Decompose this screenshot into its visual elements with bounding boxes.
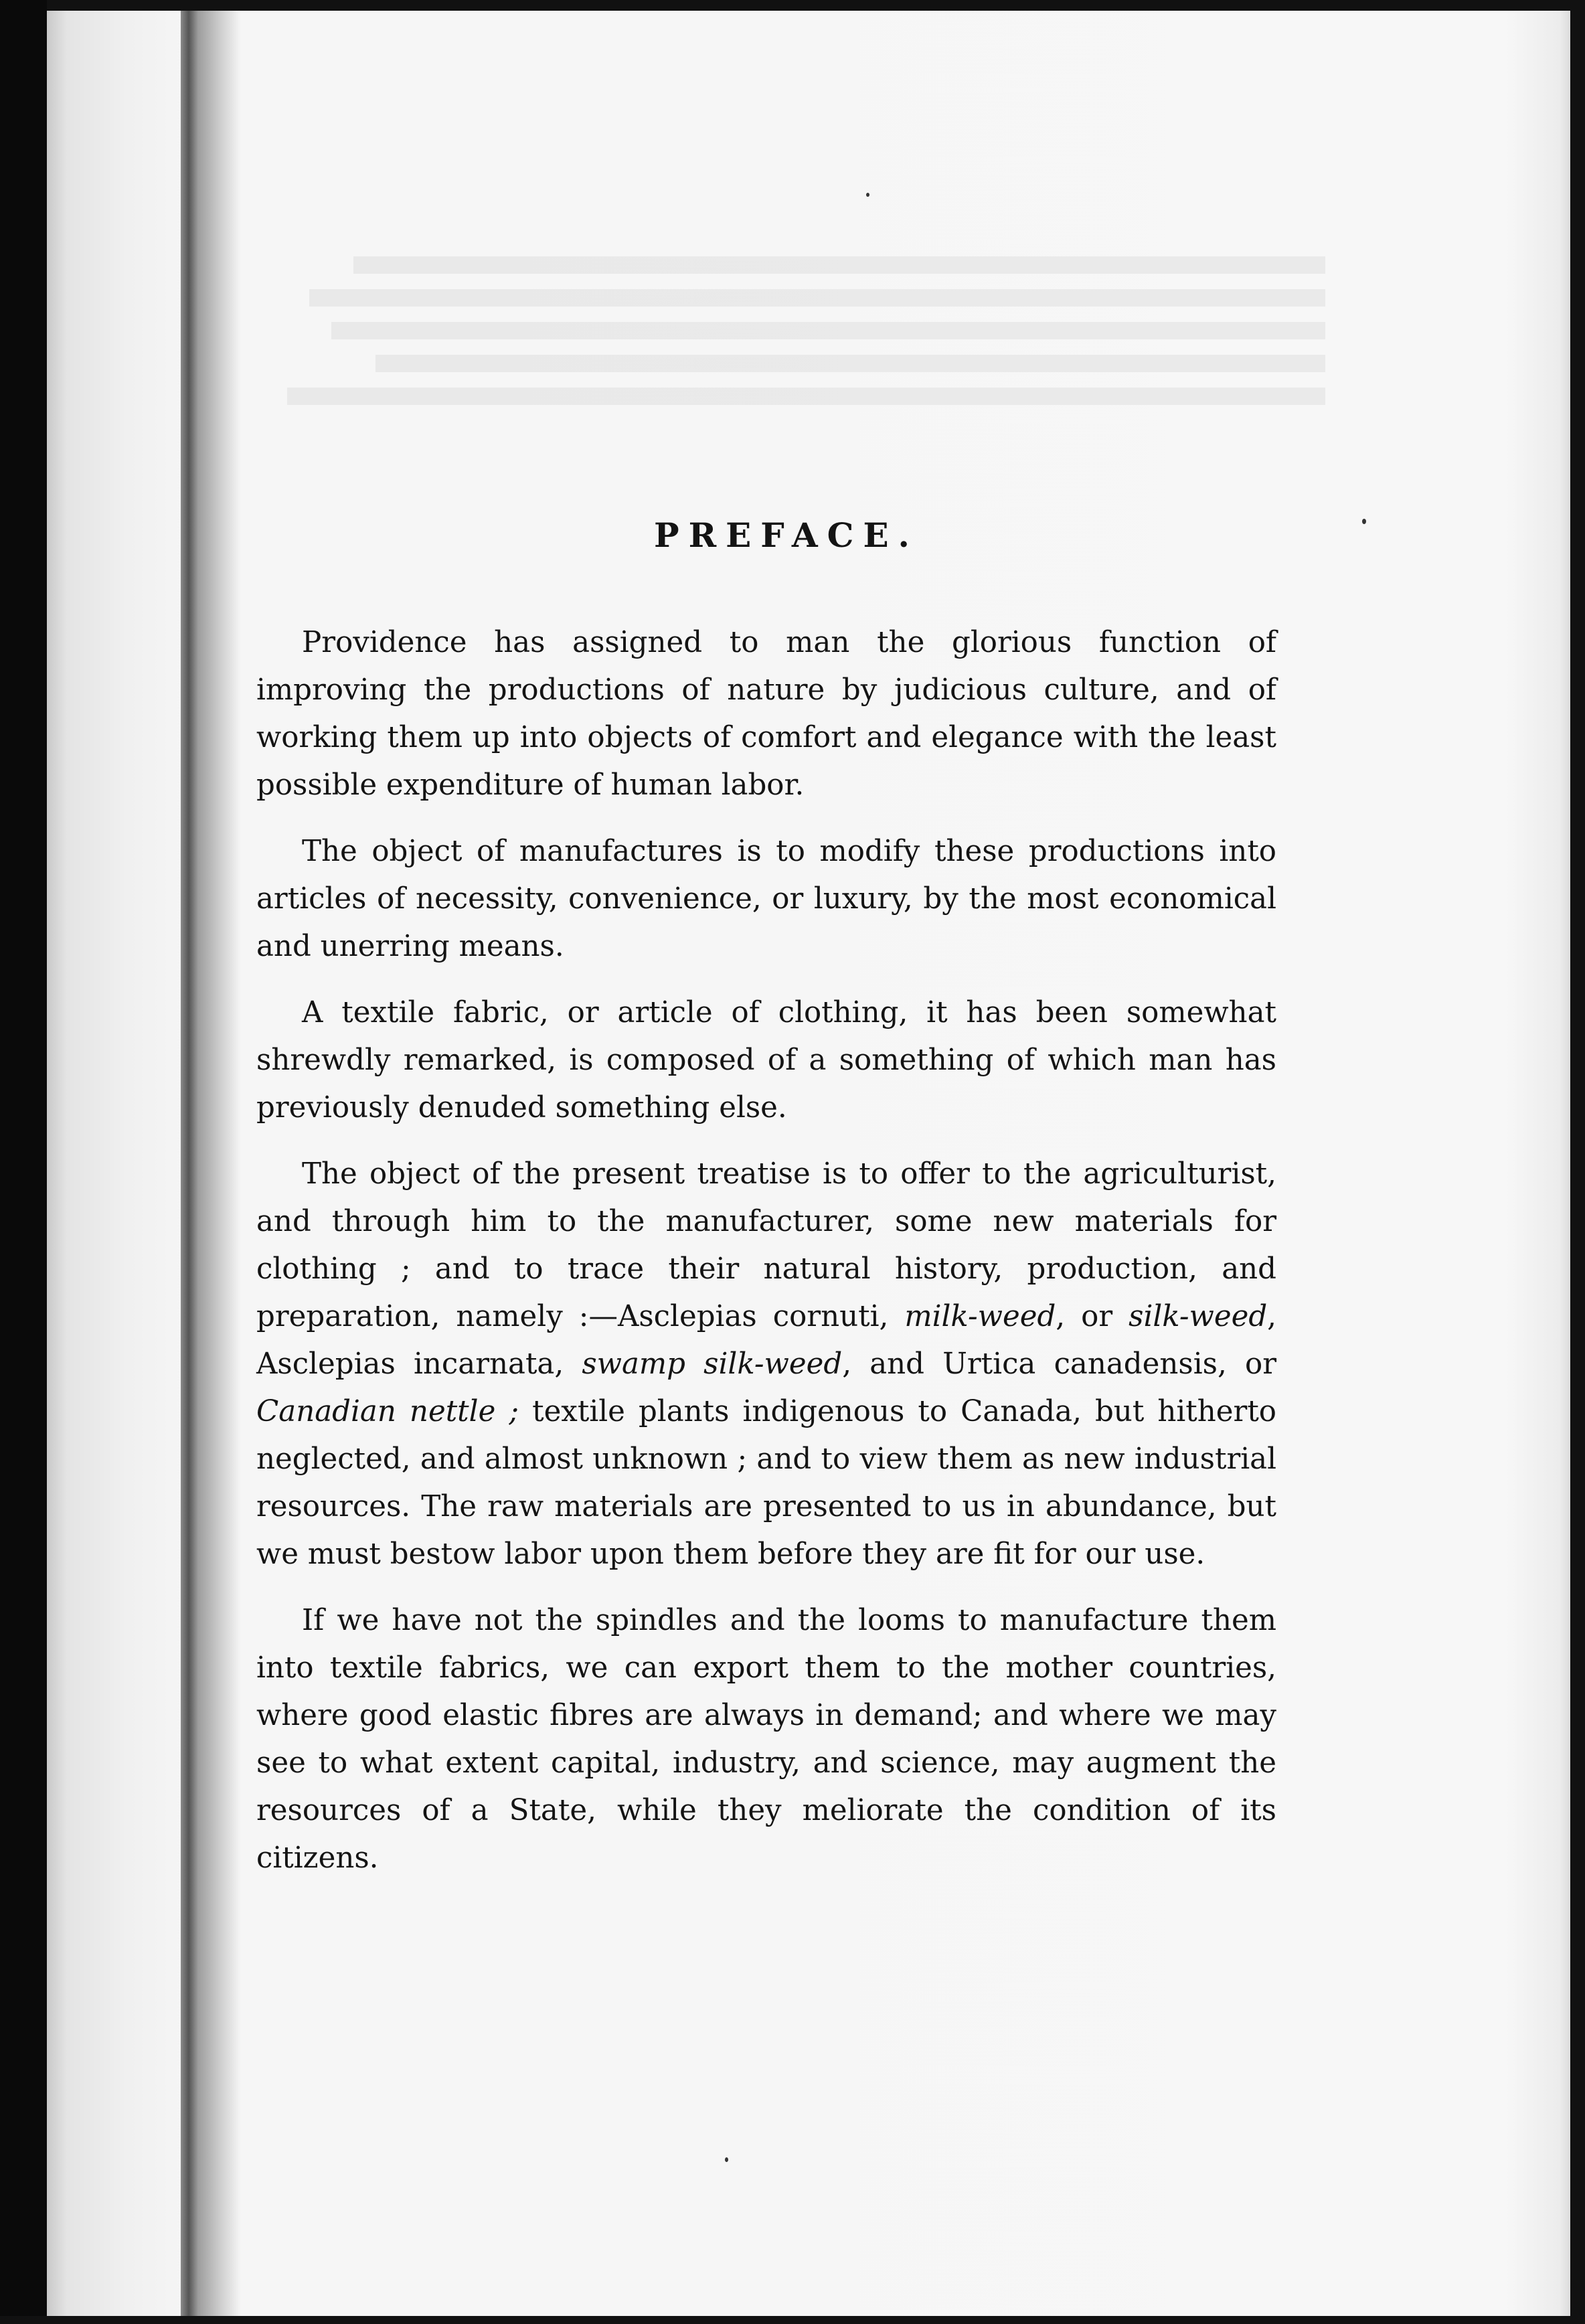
paragraph-text: textile plants indigenous to Canada, but hitherto neglected, and almost unknown ; and to view them as new industrial resources. The raw materials are presented to us in abundance, but we must bestow labor upon them before they are fit for our use. <box>256 1395 1276 1571</box>
paragraph-text: , or <box>1056 1300 1129 1333</box>
preface-paragraph <box>256 1151 1276 1578</box>
page-title: PREFACE. <box>654 515 919 555</box>
scan-border-right <box>1570 0 1585 2324</box>
paragraph-text: , Asclepias incarnata, <box>256 1300 1276 1381</box>
paragraph-text: If we have not the spindles and the looms to manufacture them into textile fabrics, we can export them to the mother countries, where good elastic fibres are always in demand; and where we may see to what extent capital, industry, and science, may augment the resources of a State, while they meliorate the condition of its citizens. <box>256 1604 1276 1875</box>
preface-paragraph <box>256 989 1276 1132</box>
italic-term: swamp silk-weed <box>582 1347 843 1381</box>
preface-paragraph <box>256 1597 1276 1882</box>
preface-paragraph <box>256 619 1276 809</box>
scan-border-top <box>0 0 1585 11</box>
scan-border-left <box>0 0 47 2324</box>
paragraph-text: The object of manufactures is to modify these productions into articles of necessity, convenience, or luxury, by the most economical and unerring means. <box>256 835 1276 963</box>
preface-paragraphs <box>256 619 1276 1882</box>
speck-mark <box>866 193 869 197</box>
paragraph-text: A textile fabric, or article of clothing, it has been somewhat shrewdly remarked, is composed of a something of which man has previously denuded something else. <box>256 996 1276 1125</box>
paragraph-text: , and Urtica canadensis, or <box>842 1347 1276 1381</box>
scan-border-bottom <box>0 2316 1585 2324</box>
italic-term: Canadian nettle ; <box>256 1395 519 1428</box>
speck-mark <box>725 2157 728 2162</box>
italic-term: silk-weed <box>1129 1300 1268 1333</box>
paragraph-text: The object of the present treatise is to offer to the agriculturist, and through him to the manufacturer, some new materials for clothing ; and to trace their natural history, production, and preparation, namely :—Asclepias cornuti, <box>256 1157 1276 1333</box>
italic-term: milk-weed <box>904 1300 1056 1333</box>
speck-mark <box>1362 519 1366 524</box>
preface-text-block <box>256 515 1276 1901</box>
page-gutter <box>181 11 241 2316</box>
paragraph-text: Providence has assigned to man the glorious function of improving the productions of nature by judicious culture, and of working them up into objects of comfort and elegance with the least possible expenditure of human labor. <box>256 626 1276 802</box>
preface-paragraph <box>256 828 1276 971</box>
